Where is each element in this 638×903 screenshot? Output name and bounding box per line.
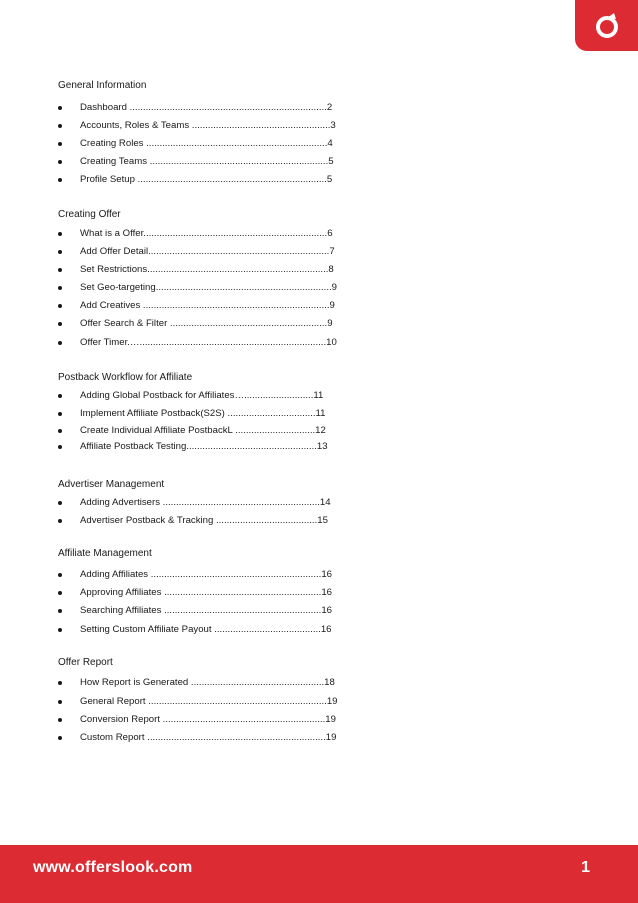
- section-title-affiliate-management: Affiliate Management: [58, 548, 152, 559]
- section-title-postback-workflow: Postback Workflow for Affiliate: [58, 372, 193, 383]
- bullet-icon: [58, 268, 62, 272]
- bullet-icon: [58, 681, 62, 685]
- bullet-icon: [58, 286, 62, 290]
- bullet-icon: [58, 394, 62, 398]
- footer-website-link[interactable]: www.offerslook.com: [33, 859, 193, 876]
- bullet-icon: [58, 736, 62, 740]
- bullet-icon: [58, 124, 62, 128]
- bullet-icon: [58, 718, 62, 722]
- bullet-icon: [58, 591, 62, 595]
- section-title-offer-report: Offer Report: [58, 657, 113, 668]
- offerslook-logo-badge: [575, 0, 638, 51]
- bullet-icon: [58, 304, 62, 308]
- bullet-icon: [58, 412, 62, 416]
- bullet-icon: [58, 700, 62, 704]
- section-title-creating-offer: Creating Offer: [58, 209, 121, 220]
- footer-bar: [0, 845, 638, 903]
- page-number: 1: [581, 859, 590, 876]
- bullet-icon: [58, 341, 62, 345]
- bullet-icon: [58, 250, 62, 254]
- bullet-icon: [58, 573, 62, 577]
- bullet-icon: [58, 160, 62, 164]
- bullet-icon: [58, 322, 62, 326]
- section-title-advertiser-management: Advertiser Management: [58, 479, 165, 490]
- bullet-icon: [58, 232, 62, 236]
- bullet-icon: [58, 519, 62, 523]
- bullet-icon: [58, 106, 62, 110]
- bullet-icon: [58, 609, 62, 613]
- offerslook-logo-icon: [594, 13, 620, 39]
- section-title-general-information: General Information: [58, 80, 147, 91]
- bullet-icon: [58, 628, 62, 632]
- bullet-icon: [58, 429, 62, 433]
- bullet-icon: [58, 142, 62, 146]
- bullet-icon: [58, 445, 62, 449]
- bullet-icon: [58, 501, 62, 505]
- bullet-icon: [58, 178, 62, 182]
